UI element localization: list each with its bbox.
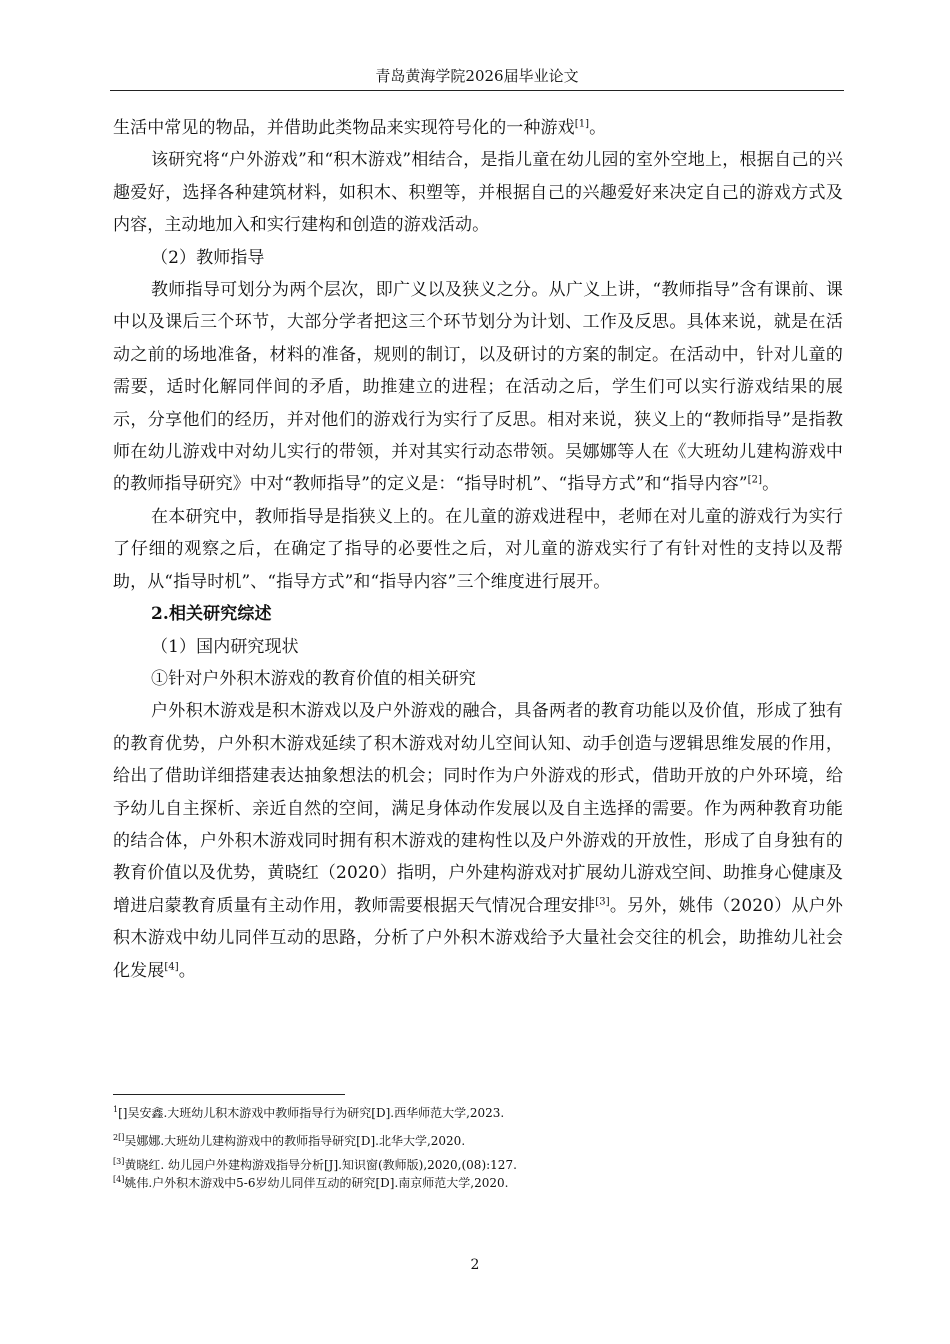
footnote-text: 姚伟.户外积木游戏中5-6岁幼儿同伴互动的研究[D].南京师范大学,2020.: [124, 1176, 509, 1190]
paragraph-continuation: [113, 112, 843, 144]
paragraph-text: 户外积木游戏是积木游戏以及户外游戏的融合，具备两者的教育功能以及价值，形成了独有的教育优势，户外积木游戏延续了积木游戏对幼儿空间认知、动手创造与逻辑思维发展的作用，给出了借助详细搭建表达抽象想法的机会；同时作为户外游戏的形式，借助开放的户外环境，给予幼儿自主探析、亲近自然的空间，满足身体动作发展以及自主选择的需要。作为两种教育功能的结合体，户外积木游戏同时拥有积木游戏的建构性以及户外游戏的开放性，形成了自身独有的教育价值以及优势，黄晓红（2020）指明，户外建构游戏对扩展幼儿游戏空间、助推身心健康及增进启蒙教育质量有主动作用，教师需要根据天气情况合理安排: [113, 701, 843, 916]
heading-educational-value: ①针对户外积木游戏的教育价值的相关研究: [151, 668, 476, 689]
section-heading: 2.相关研究综述: [151, 604, 272, 625]
footnote-mark: 2[]: [113, 1133, 125, 1142]
page-number: 2: [470, 1257, 480, 1273]
header-divider: [110, 90, 844, 91]
footnote-1: [113, 1104, 843, 1122]
footnotes: [113, 1104, 843, 1192]
heading-teacher-guidance: （2）教师指导: [151, 247, 265, 268]
page-header: 青岛黄海学院2026届毕业论文: [375, 67, 579, 85]
footnote-mark: [3]: [113, 1157, 125, 1166]
paragraph-educational-value: [113, 695, 843, 987]
footnote-text: 吴娜娜.大班幼儿建构游戏中的教师指导研究[D].北华大学,2020.: [124, 1134, 466, 1148]
footnote-3: [113, 1156, 843, 1174]
footnote-text: 黄晓红. 幼儿园户外建构游戏指导分析[J].知识窗(教师版),2020,(08):127.: [124, 1158, 517, 1172]
paragraph-end: 。: [178, 960, 196, 981]
paragraph-narrow-definition: 在本研究中，教师指导是指狭义上的。在儿童的游戏进程中，老师在对儿童的游戏行为实行了仔细的观察之后，在确定了指导的必要性之后，对儿童的游戏实行了有针对性的支持以及帮助，从“指导时机”、“指导方式”和“指导内容”三个维度进行展开。: [113, 506, 843, 592]
body-text: [113, 112, 843, 987]
paragraph-text: 。另外，姚伟（2020）从户外积木游戏中幼儿同伴互动的思路，分析了户外积木游戏给予大量社会交往的机会，助推幼儿社会化发展: [113, 895, 843, 981]
footnote-mark: 1: [113, 1105, 119, 1114]
paragraph-end: 。: [589, 118, 607, 138]
citation-ref-1: [1]: [574, 118, 590, 130]
citation-ref-4: [4]: [164, 960, 179, 972]
footnote-mark: [4]: [113, 1175, 125, 1184]
footnote-text: []吴安鑫.大班幼儿积木游戏中教师指导行为研究[D].西华师范大学,2023.: [118, 1106, 505, 1120]
heading-domestic-status: （1）国内研究现状: [151, 636, 299, 657]
paragraph-text: 教师指导可划分为两个层次，即广义以及狭义之分。从广义上讲，“教师指导”含有课前、课中以及课后三个环节，大部分学者把这三个环节划分为计划、工作及反思。具体来说，就是在活动之前的场地准备，材料的准备，规则的制订，以及研讨的方案的制定。在活动中，针对儿童的需要，适时化解同伴间的矛盾，助推建立的进程；在活动之后，学生们可以实行游戏结果的展示，分享他们的经历，并对他们的游戏行为实行了反思。相对来说，狭义上的“教师指导”是指教师在幼儿游戏中对幼儿实行的带领，并对其实行动态带领。吴娜娜等人在《大班幼儿建构游戏中的教师指导研究》中对“教师指导”的定义是：“指导时机”、“指导方式”和“指导内容”: [113, 280, 843, 495]
citation-ref-3: [3]: [595, 896, 610, 908]
footnote-divider: [113, 1094, 345, 1095]
footnote-2: [113, 1132, 843, 1150]
paragraph-outdoor-block-game: 该研究将“户外游戏”和“积木游戏”相结合，是指儿童在幼儿园的室外空地上，根据自己的兴趣爱好，选择各种建筑材料，如积木、积塑等，并根据自己的兴趣爱好来决定自己的游戏方式及内容，主动地加入和实行建构和创造的游戏活动。: [113, 150, 843, 236]
paragraph-end: 。: [762, 474, 780, 495]
footnote-4: [113, 1174, 843, 1192]
citation-ref-2: [2]: [747, 474, 763, 486]
paragraph-teacher-guidance: [113, 274, 843, 501]
paragraph-text: 生活中常见的物品，并借助此类物品来实现符号化的一种游戏: [113, 118, 575, 138]
